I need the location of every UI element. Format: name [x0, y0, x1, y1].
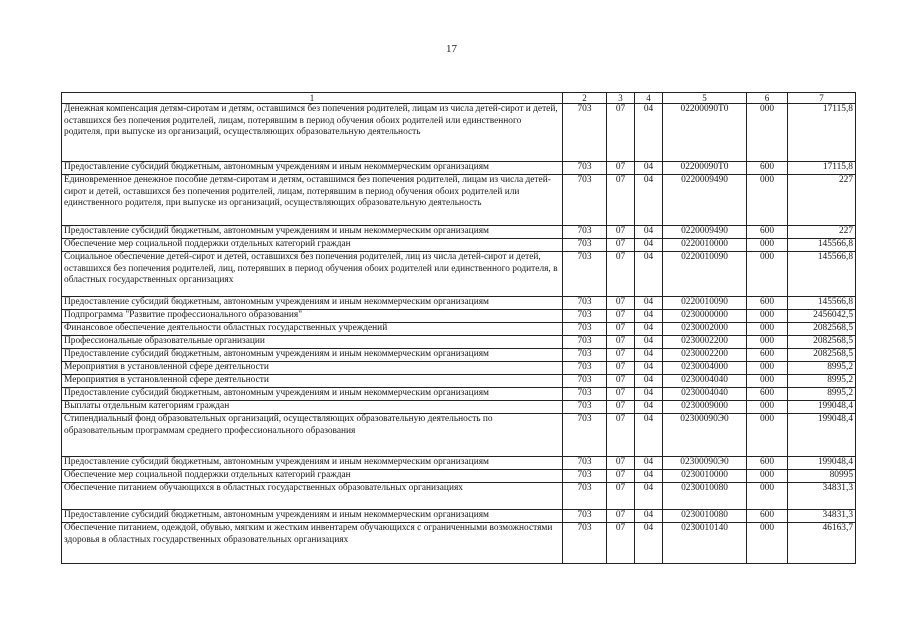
row-name-cell: Денежная компенсация детям-сиротам и детям, оставшимся без попечения родителей, лицам из числа детей-сирот и детей, оставшихся без попечения родителей, лицам, потерявшим в период обучения обоих родителей или единственного родителя, при выпуске из организаций, осуществляющих образовательную деятельность: [62, 104, 563, 162]
row-amount-cell: 8995,2: [788, 388, 856, 401]
row-name-cell: Обеспечение питанием обучающихся в областных государственных образовательных организациях: [62, 483, 563, 510]
row-expense-type-cell: 000: [747, 104, 788, 162]
row-expense-type-cell: 000: [747, 310, 788, 323]
page-number: 17: [446, 43, 457, 55]
row-expense-type-cell: 000: [747, 239, 788, 252]
row-expense-type-cell: 600: [747, 388, 788, 401]
row-amount-cell: 17115,8: [788, 162, 856, 175]
table-row: [62, 239, 856, 252]
row-section-cell: 07: [607, 349, 635, 362]
row-expense-type-cell: 600: [747, 297, 788, 310]
row-section-cell: 07: [607, 388, 635, 401]
row-amount-cell: 80995: [788, 470, 856, 483]
row-subsection-cell: 04: [635, 362, 663, 375]
row-name-cell: Финансовое обеспечение деятельности областных государственных учреждений: [62, 323, 563, 336]
row-amount-cell: 199048,4: [788, 414, 856, 457]
row-subsection-cell: 04: [635, 310, 663, 323]
row-target-article-cell: 0230010080: [663, 483, 747, 510]
row-name-cell: Обеспечение питанием, одеждой, обувью, мягким и жестким инвентарем обучающихся с ограниченными возможностями здоровья в областных государственных образовательных организациях: [62, 523, 563, 564]
row-expense-type-cell: 000: [747, 252, 788, 297]
row-name-cell: Мероприятия в установленной сфере деятельности: [62, 362, 563, 375]
table-row: [62, 310, 856, 323]
row-subsection-cell: 04: [635, 375, 663, 388]
row-section-cell: 07: [607, 252, 635, 297]
row-expense-type-cell: 600: [747, 457, 788, 470]
row-target-article-cell: 0220010000: [663, 239, 747, 252]
row-target-article-cell: 0230010000: [663, 470, 747, 483]
row-target-article-cell: 0230000000: [663, 310, 747, 323]
row-expense-type-cell: 000: [747, 336, 788, 349]
row-amount-cell: 145566,8: [788, 239, 856, 252]
row-code-cell: 703: [563, 297, 607, 310]
row-code-cell: 703: [563, 226, 607, 239]
row-amount-cell: 227: [788, 226, 856, 239]
row-amount-cell: 8995,2: [788, 362, 856, 375]
column-header: 7: [788, 93, 856, 104]
row-code-cell: 703: [563, 239, 607, 252]
row-subsection-cell: 04: [635, 470, 663, 483]
row-amount-cell: 2456042,5: [788, 310, 856, 323]
row-expense-type-cell: 000: [747, 375, 788, 388]
row-amount-cell: 2082568,5: [788, 323, 856, 336]
row-code-cell: 703: [563, 523, 607, 564]
row-name-cell: Выплаты отдельным категориям граждан: [62, 401, 563, 414]
column-header: 1: [62, 93, 563, 104]
row-target-article-cell: 0220010090: [663, 252, 747, 297]
row-code-cell: 703: [563, 375, 607, 388]
row-target-article-cell: 02200090Т0: [663, 104, 747, 162]
row-name-cell: Стипендиальный фонд образовательных организаций, осуществляющих образовательную деятельность по образовательным программам среднего профессионального образования: [62, 414, 563, 457]
row-code-cell: 703: [563, 310, 607, 323]
row-name-cell: Профессиональные образовательные организации: [62, 336, 563, 349]
row-name-cell: Предоставление субсидий бюджетным, автономным учреждениям и иным некоммерческим организациям: [62, 349, 563, 362]
row-target-article-cell: 0230002000: [663, 323, 747, 336]
row-amount-cell: 199048,4: [788, 457, 856, 470]
row-expense-type-cell: 600: [747, 349, 788, 362]
row-amount-cell: 145566,8: [788, 252, 856, 297]
table-row: [62, 175, 856, 226]
row-target-article-cell: 0220010090: [663, 297, 747, 310]
row-expense-type-cell: 000: [747, 414, 788, 457]
row-name-cell: Обеспечение мер социальной поддержки отдельных категорий граждан: [62, 239, 563, 252]
row-subsection-cell: 04: [635, 414, 663, 457]
row-target-article-cell: 02300090Э0: [663, 414, 747, 457]
row-code-cell: 703: [563, 252, 607, 297]
row-section-cell: 07: [607, 162, 635, 175]
row-code-cell: 703: [563, 104, 607, 162]
row-section-cell: 07: [607, 239, 635, 252]
row-code-cell: 703: [563, 336, 607, 349]
row-name-cell: Предоставление субсидий бюджетным, автономным учреждениям и иным некоммерческим организациям: [62, 226, 563, 239]
row-name-cell: Предоставление субсидий бюджетным, автономным учреждениям и иным некоммерческим организациям: [62, 388, 563, 401]
table-row: [62, 336, 856, 349]
row-section-cell: 07: [607, 297, 635, 310]
row-subsection-cell: 04: [635, 239, 663, 252]
row-section-cell: 07: [607, 414, 635, 457]
row-target-article-cell: 0230004040: [663, 375, 747, 388]
row-section-cell: 07: [607, 457, 635, 470]
row-name-cell: Предоставление субсидий бюджетным, автономным учреждениям и иным некоммерческим организациям: [62, 457, 563, 470]
row-section-cell: 07: [607, 175, 635, 226]
table-row: [62, 252, 856, 297]
row-subsection-cell: 04: [635, 483, 663, 510]
row-subsection-cell: 04: [635, 297, 663, 310]
row-target-article-cell: 0230010140: [663, 523, 747, 564]
row-section-cell: 07: [607, 401, 635, 414]
row-subsection-cell: 04: [635, 162, 663, 175]
table-row: [62, 349, 856, 362]
column-header: 2: [563, 93, 607, 104]
column-header: 5: [663, 93, 747, 104]
row-subsection-cell: 04: [635, 175, 663, 226]
row-name-cell: Единовременное денежное пособие детям-сиротам и детям, оставшимся без попечения родителей, лицам из числа детей-сирот и детей, оставшихся без попечения родителей, лицам, потерявшим в период обучения обоих родителей или единственного родителя, при выпуске из организаций, осуществляющих образовательную деятельность: [62, 175, 563, 226]
row-subsection-cell: 04: [635, 336, 663, 349]
row-name-cell: Подпрограмма "Развитие профессионального образования": [62, 310, 563, 323]
table-row: [62, 457, 856, 470]
table-row: [62, 523, 856, 564]
row-target-article-cell: 0230004000: [663, 362, 747, 375]
row-code-cell: 703: [563, 349, 607, 362]
row-expense-type-cell: 000: [747, 483, 788, 510]
table-row: [62, 375, 856, 388]
row-target-article-cell: 0220009490: [663, 226, 747, 239]
row-code-cell: 703: [563, 483, 607, 510]
row-code-cell: 703: [563, 510, 607, 523]
row-code-cell: 703: [563, 388, 607, 401]
row-amount-cell: 227: [788, 175, 856, 226]
row-amount-cell: 17115,8: [788, 104, 856, 162]
row-code-cell: 703: [563, 323, 607, 336]
row-expense-type-cell: 000: [747, 523, 788, 564]
row-name-cell: Предоставление субсидий бюджетным, автономным учреждениям и иным некоммерческим организациям: [62, 297, 563, 310]
row-subsection-cell: 04: [635, 401, 663, 414]
table-row: [62, 483, 856, 510]
row-target-article-cell: 0230002200: [663, 349, 747, 362]
row-amount-cell: 2082568,5: [788, 336, 856, 349]
row-section-cell: 07: [607, 470, 635, 483]
row-subsection-cell: 04: [635, 349, 663, 362]
row-amount-cell: 34831,3: [788, 483, 856, 510]
row-target-article-cell: 0230002200: [663, 336, 747, 349]
row-amount-cell: 2082568,5: [788, 349, 856, 362]
row-expense-type-cell: 600: [747, 510, 788, 523]
table-row: [62, 323, 856, 336]
row-expense-type-cell: 000: [747, 175, 788, 226]
table-row: [62, 104, 856, 162]
row-subsection-cell: 04: [635, 510, 663, 523]
row-section-cell: 07: [607, 104, 635, 162]
row-subsection-cell: 04: [635, 388, 663, 401]
row-section-cell: 07: [607, 510, 635, 523]
table-row: [62, 162, 856, 175]
table-row: [62, 388, 856, 401]
row-name-cell: Обеспечение мер социальной поддержки отдельных категорий граждан: [62, 470, 563, 483]
row-section-cell: 07: [607, 375, 635, 388]
row-subsection-cell: 04: [635, 457, 663, 470]
row-expense-type-cell: 000: [747, 470, 788, 483]
row-section-cell: 07: [607, 336, 635, 349]
row-name-cell: Социальное обеспечение детей-сирот и детей, оставшихся без попечения родителей, лиц из числа детей-сирот и детей, оставшихся без попечения родителей, лиц, потерявших в период обучения обоих родителей или единственного родителя, в областных государственных организациях: [62, 252, 563, 297]
row-code-cell: 703: [563, 414, 607, 457]
table-row: [62, 401, 856, 414]
table-row: [62, 510, 856, 523]
row-section-cell: 07: [607, 362, 635, 375]
row-subsection-cell: 04: [635, 252, 663, 297]
column-header: 6: [747, 93, 788, 104]
row-subsection-cell: 04: [635, 523, 663, 564]
row-subsection-cell: 04: [635, 104, 663, 162]
row-subsection-cell: 04: [635, 226, 663, 239]
row-code-cell: 703: [563, 162, 607, 175]
row-expense-type-cell: 000: [747, 401, 788, 414]
table-header-row: [62, 93, 856, 104]
row-section-cell: 07: [607, 483, 635, 510]
table-row: [62, 414, 856, 457]
row-code-cell: 703: [563, 470, 607, 483]
table-row: [62, 362, 856, 375]
row-code-cell: 703: [563, 401, 607, 414]
column-header: 3: [607, 93, 635, 104]
row-expense-type-cell: 600: [747, 226, 788, 239]
table-row: [62, 226, 856, 239]
row-target-article-cell: 0230004040: [663, 388, 747, 401]
table-row: [62, 470, 856, 483]
row-target-article-cell: 0220009490: [663, 175, 747, 226]
row-amount-cell: 8995,2: [788, 375, 856, 388]
row-amount-cell: 46163,7: [788, 523, 856, 564]
row-amount-cell: 199048,4: [788, 401, 856, 414]
row-subsection-cell: 04: [635, 323, 663, 336]
row-section-cell: 07: [607, 310, 635, 323]
row-expense-type-cell: 600: [747, 162, 788, 175]
row-code-cell: 703: [563, 457, 607, 470]
row-amount-cell: 145566,8: [788, 297, 856, 310]
row-code-cell: 703: [563, 175, 607, 226]
row-expense-type-cell: 000: [747, 362, 788, 375]
row-section-cell: 07: [607, 323, 635, 336]
row-amount-cell: 34831,3: [788, 510, 856, 523]
row-section-cell: 07: [607, 523, 635, 564]
row-expense-type-cell: 000: [747, 323, 788, 336]
row-target-article-cell: 0230009000: [663, 401, 747, 414]
row-code-cell: 703: [563, 362, 607, 375]
row-name-cell: Мероприятия в установленной сфере деятельности: [62, 375, 563, 388]
row-target-article-cell: 02300090Э0: [663, 457, 747, 470]
table-row: [62, 297, 856, 310]
row-name-cell: Предоставление субсидий бюджетным, автономным учреждениям и иным некоммерческим организациям: [62, 510, 563, 523]
column-header: 4: [635, 93, 663, 104]
row-target-article-cell: 0230010080: [663, 510, 747, 523]
row-target-article-cell: 02200090Т0: [663, 162, 747, 175]
row-name-cell: Предоставление субсидий бюджетным, автономным учреждениям и иным некоммерческим организациям: [62, 162, 563, 175]
budget-table: [61, 92, 856, 564]
row-section-cell: 07: [607, 226, 635, 239]
